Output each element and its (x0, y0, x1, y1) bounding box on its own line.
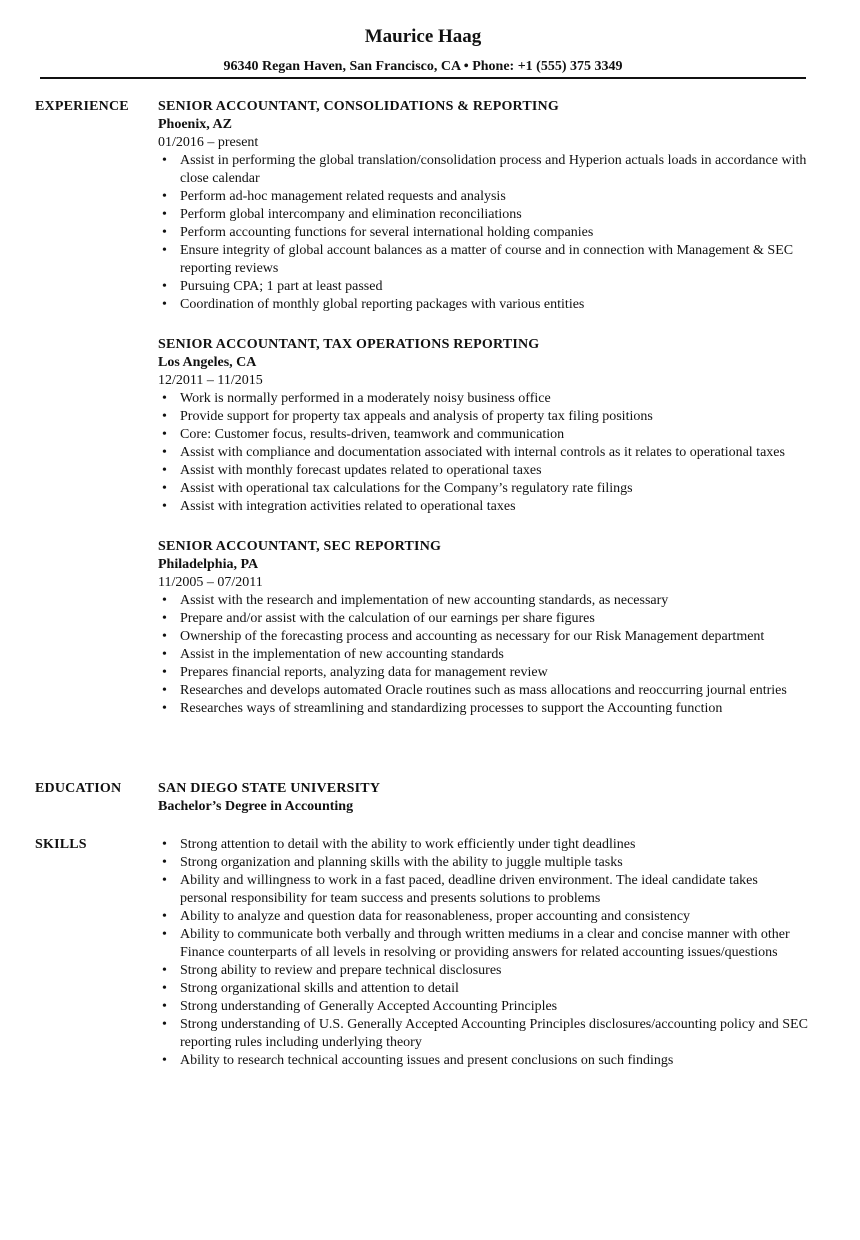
bullet-item: • Prepares financial reports, analyzing data for management review (158, 664, 808, 682)
bullet-item: • Pursuing CPA; 1 part at least passed (158, 278, 808, 296)
bullet-item: • Assist in performing the global translation/consolidation process and Hyperion actuals loads in accordance with close calendar (158, 152, 808, 188)
job-location: Los Angeles, CA (158, 355, 257, 370)
education-heading: EDUCATION (35, 781, 122, 796)
candidate-name: Maurice Haag (364, 26, 482, 47)
bullet-item: • Ownership of the forecasting process and accounting as necessary for our Risk Management department (158, 628, 808, 646)
skills-heading: SKILLS (35, 837, 87, 852)
bullet-item: • Researches and develops automated Oracle routines such as mass allocations and reoccurring journal entries (158, 682, 808, 700)
bullet-item: • Assist with integration activities related to operational taxes (158, 498, 808, 516)
bullet-item: • Ability and willingness to work in a fast paced, deadline driven environment. The ideal candidate takes personal responsibility for team success and presents solutions to problems (158, 872, 808, 908)
contact-line: 96340 Regan Haven, San Francisco, CA • Phone: +1 (555) 375 3349 (223, 59, 623, 74)
bullet-item: • Provide support for property tax appeals and analysis of property tax filing positions (158, 408, 808, 426)
bullet-item: • Strong organization and planning skills with the ability to juggle multiple tasks (158, 854, 808, 872)
bullet-item: • Assist with operational tax calculations for the Company’s regulatory rate filings (158, 480, 808, 498)
experience-heading: EXPERIENCE (35, 99, 129, 114)
bullet-item: • Ability to analyze and question data for reasonableness, proper accounting and consistency (158, 908, 808, 926)
job-dates: 12/2011 – 11/2015 (158, 373, 263, 388)
job-bullets (158, 592, 808, 718)
bullet-item: • Assist with compliance and documentation associated with internal controls as it relates to operational taxes (158, 444, 808, 462)
bullet-item: • Ability to communicate both verbally and through written mediums in a clear and concise manner with other Finance counterparts of all levels in resolving or providing answers for related accounting issues/questions (158, 926, 808, 962)
skills-bullets (158, 836, 808, 1070)
bullet-item: • Assist in the implementation of new accounting standards (158, 646, 808, 664)
bullet-item: • Strong attention to detail with the ability to work efficiently under tight deadlines (158, 836, 808, 854)
job-title: SENIOR ACCOUNTANT, SEC REPORTING (158, 539, 442, 554)
bullet-item: • Perform global intercompany and elimination reconciliations (158, 206, 808, 224)
job-title: SENIOR ACCOUNTANT, TAX OPERATIONS REPORTING (158, 337, 540, 352)
bullet-item: • Core: Customer focus, results-driven, teamwork and communication (158, 426, 808, 444)
bullet-item: • Strong understanding of U.S. Generally Accepted Accounting Principles disclosures/accounting policy and SEC reporting rules including underlying theory (158, 1016, 808, 1052)
bullet-item: • Strong organizational skills and attention to detail (158, 980, 808, 998)
job-dates: 01/2016 – present (158, 135, 259, 150)
bullet-item: • Strong ability to review and prepare technical disclosures (158, 962, 808, 980)
education-body (158, 780, 808, 816)
job-bullets (158, 390, 808, 516)
job-entry (158, 336, 808, 516)
bullet-item: • Work is normally performed in a moderately noisy business office (158, 390, 808, 408)
job-bullets (158, 152, 808, 314)
school-name: SAN DIEGO STATE UNIVERSITY (158, 781, 381, 796)
skills-body (158, 836, 808, 1070)
job-location: Philadelphia, PA (158, 557, 259, 572)
job-location: Phoenix, AZ (158, 117, 232, 132)
bullet-item: • Prepare and/or assist with the calculation of our earnings per share figures (158, 610, 808, 628)
bullet-item: • Researches ways of streamlining and standardizing processes to support the Accounting function (158, 700, 808, 718)
bullet-item: • Assist with monthly forecast updates related to operational taxes (158, 462, 808, 480)
bullet-item: • Ensure integrity of global account balances as a matter of course and in connection with Management & SEC reporting reviews (158, 242, 808, 278)
bullet-item: • Assist with the research and implementation of new accounting standards, as necessary (158, 592, 808, 610)
experience-body (158, 98, 808, 718)
bullet-item: • Strong understanding of Generally Accepted Accounting Principles (158, 998, 808, 1016)
job-dates: 11/2005 – 07/2011 (158, 575, 263, 590)
bullet-item: • Ability to research technical accounting issues and present conclusions on such findings (158, 1052, 808, 1070)
job-entry (158, 98, 808, 314)
bullet-item: • Perform ad-hoc management related requests and analysis (158, 188, 808, 206)
degree-name: Bachelor’s Degree in Accounting (158, 799, 354, 814)
job-title: SENIOR ACCOUNTANT, CONSOLIDATIONS & REPORTING (158, 99, 559, 114)
job-entry (158, 538, 808, 718)
bullet-item: • Perform accounting functions for several international holding companies (158, 224, 808, 242)
bullet-item: • Coordination of monthly global reporting packages with various entities (158, 296, 808, 314)
header-divider (40, 77, 806, 79)
